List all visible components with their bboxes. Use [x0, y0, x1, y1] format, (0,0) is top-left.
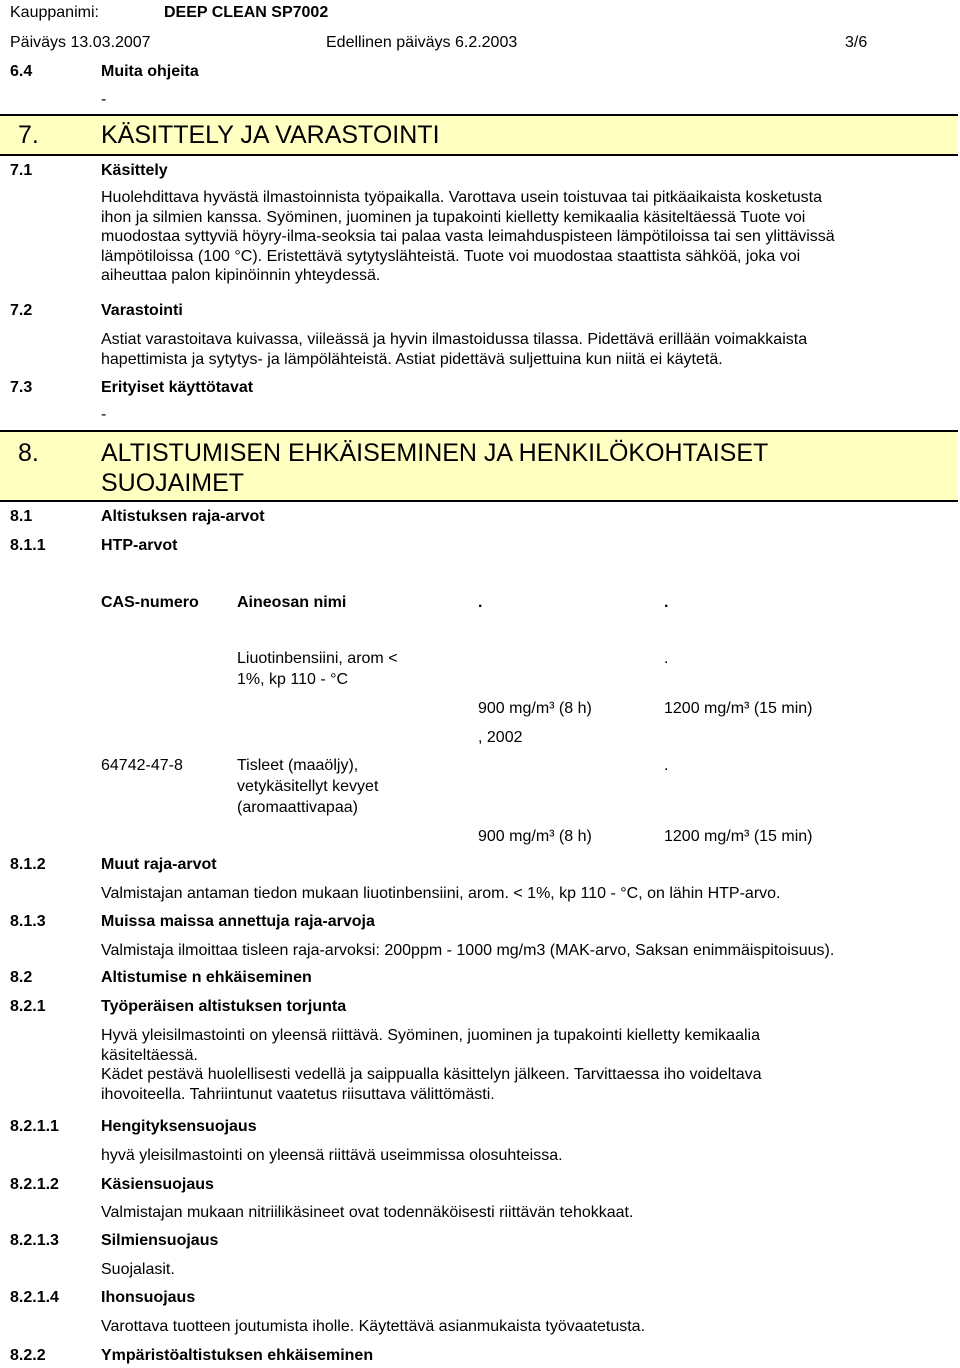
text-line: Huolehdittava hyvästä ilmastoinnista työpaikalla. Varottava usein toistuvaa tai pitkäaikaista kosketusta — [101, 189, 822, 206]
tradename-value: DEEP CLEAN SP7002 — [164, 4, 329, 21]
section-title: Muut raja-arvot — [101, 856, 217, 873]
htp-8h-value: 900 mg/m³ (8 h) — [478, 700, 592, 717]
section-title: Erityiset käyttötavat — [101, 379, 254, 396]
section-number: 6.4 — [10, 63, 33, 80]
section-number: 8.1 — [10, 508, 33, 525]
empty-dash: - — [101, 91, 107, 108]
cell-dot: . — [664, 757, 669, 774]
column-header-cas: CAS-numero — [101, 594, 199, 611]
text-line: muodostaa syttyviä höyry-ilma-seoksia tai palaa vasta leimahduspisteen lämpötiloissa tai sen ylittävissä — [101, 228, 835, 245]
section-number: 8.2.1 — [10, 998, 46, 1015]
section-number: 8.1.1 — [10, 537, 46, 554]
section-title: HTP-arvot — [101, 537, 178, 554]
section-number: 7. — [18, 121, 39, 149]
ingredient-name-line2: 1%, kp 110 - °C — [237, 671, 349, 688]
section-8-band — [0, 430, 958, 502]
ingredient-name-line3: (aromaattivapaa) — [237, 799, 358, 816]
text-line: ihovoiteella. Tahriintunut vaatetus riisuttava välittömästi. — [101, 1085, 495, 1103]
section-number: 8.2.1.1 — [10, 1118, 59, 1135]
section-number: 8.1.2 — [10, 856, 46, 873]
text-line: Hyvä yleisilmastointi on yleensä riittävä. Syöminen, juominen ja tupakointi kielletty kemikaalia — [101, 1027, 760, 1044]
section-title: Käsittely — [101, 162, 168, 179]
section-text: Valmistajan mukaan nitriilikäsineet ovat todennäköisesti riittävän tehokkaat. — [101, 1204, 634, 1221]
text-line: Kädet pestävä huolellisesti vedellä ja saippualla käsittelyn jälkeen. Tarvittaessa iho voideltava — [101, 1066, 762, 1083]
text-line: aiheuttaa palon kipinöinnin yhteydessä. — [101, 267, 381, 284]
htp-15min-value: 1200 mg/m³ (15 min) — [664, 828, 813, 845]
section-text: Varottava tuotteen joutumista iholle. Käytettävä asianmukaista työvaatetusta. — [101, 1318, 646, 1335]
section-title: Muita ohjeita — [101, 63, 199, 80]
ingredient-name: Tisleet (maaöljy), — [237, 757, 359, 774]
section-text: Valmistajan antaman tiedon mukaan liuotinbensiini, arom. < 1%, kp 110 - °C, on lähin HTP-arvo. — [101, 885, 781, 902]
column-header-dot: . — [478, 594, 483, 611]
htp-year: , 2002 — [478, 729, 523, 746]
section-number: 8.2 — [10, 969, 33, 986]
text-line: Astiat varastoitava kuivassa, viileässä ja hyvin ilmastoidussa tilassa. Pidettävä erillään voimakkaista — [101, 331, 808, 348]
section-title: Työperäisen altistuksen torjunta — [101, 998, 347, 1015]
exposure-control-text — [101, 1026, 762, 1104]
section-text: Suojalasit. — [101, 1261, 175, 1278]
section-title: Käsiensuojaus — [101, 1176, 214, 1193]
htp-8h-value: 900 mg/m³ (8 h) — [478, 828, 592, 845]
storage-text — [101, 330, 807, 369]
tradename-label: Kauppanimi: — [10, 4, 99, 21]
handling-text — [101, 188, 835, 286]
section-number: 8.1.3 — [10, 913, 46, 930]
section-number: 8.2.1.3 — [10, 1232, 59, 1249]
section-number: 8.2.1.2 — [10, 1176, 59, 1193]
section-title: Silmiensuojaus — [101, 1232, 219, 1249]
section-title: Varastointi — [101, 302, 183, 319]
section-title: Altistuksen raja-arvot — [101, 508, 265, 525]
htp-15min-value: 1200 mg/m³ (15 min) — [664, 700, 813, 717]
section-number: 7.3 — [10, 379, 33, 396]
section-text: hyvä yleisilmastointi on yleensä riittävä useimmissa olosuhteissa. — [101, 1147, 563, 1164]
ingredient-name-line2: vetykäsitellyt kevyet — [237, 778, 379, 795]
text-line: ihon ja silmien kanssa. Syöminen, juominen ja tupakointi kielletty kemikaalia käsiteltäessä Tuote voi — [101, 208, 806, 226]
section-number: 7.1 — [10, 162, 33, 179]
section-7-band — [0, 114, 958, 156]
text-line: lämpötiloissa (100 °C). Eristettävä sytytyslähteistä. Tuote voi muodostaa staattista sähköä, joka voi — [101, 247, 801, 265]
section-number: 8.2.1.4 — [10, 1289, 59, 1306]
section-title: Ihonsuojaus — [101, 1289, 196, 1306]
section-title: Altistumise n ehkäiseminen — [101, 969, 312, 986]
empty-dash: - — [101, 406, 107, 423]
ingredient-name: Liuotinbensiini, arom < — [237, 650, 398, 667]
cell-dot: . — [664, 650, 669, 667]
section-text: Valmistaja ilmoittaa tisleen raja-arvoksi: 200ppm - 1000 mg/m3 (MAK-arvo, Saksan enimmäispitoisuus). — [101, 942, 835, 959]
document-date: Päiväys 13.03.2007 — [10, 34, 151, 51]
section-title: Hengityksensuojaus — [101, 1118, 257, 1135]
cas-number: 64742-47-8 — [101, 757, 183, 774]
column-header-dot: . — [664, 594, 669, 611]
text-line: hapettimista ja sytytys- ja lämpölähteistä. Astiat pidettävä suljettuina kun niitä ei käytetä. — [101, 350, 723, 368]
page-number: 3/6 — [845, 34, 868, 51]
section-number: 8.2.2 — [10, 1347, 46, 1364]
section-heading: KÄSITTELY JA VARASTOINTI — [101, 121, 440, 149]
section-title: Muissa maissa annettuja raja-arvoja — [101, 913, 375, 930]
section-number: 7.2 — [10, 302, 33, 319]
section-number: 8. — [18, 439, 39, 467]
column-header-name: Aineosan nimi — [237, 594, 347, 611]
section-heading-line2: SUOJAIMET — [101, 469, 245, 497]
section-title: Ympäristöaltistuksen ehkäiseminen — [101, 1347, 374, 1364]
text-line: käsiteltäessä. — [101, 1046, 198, 1064]
previous-date: Edellinen päiväys 6.2.2003 — [326, 34, 518, 51]
section-heading: ALTISTUMISEN EHKÄISEMINEN JA HENKILÖKOHTAISET — [101, 439, 769, 467]
